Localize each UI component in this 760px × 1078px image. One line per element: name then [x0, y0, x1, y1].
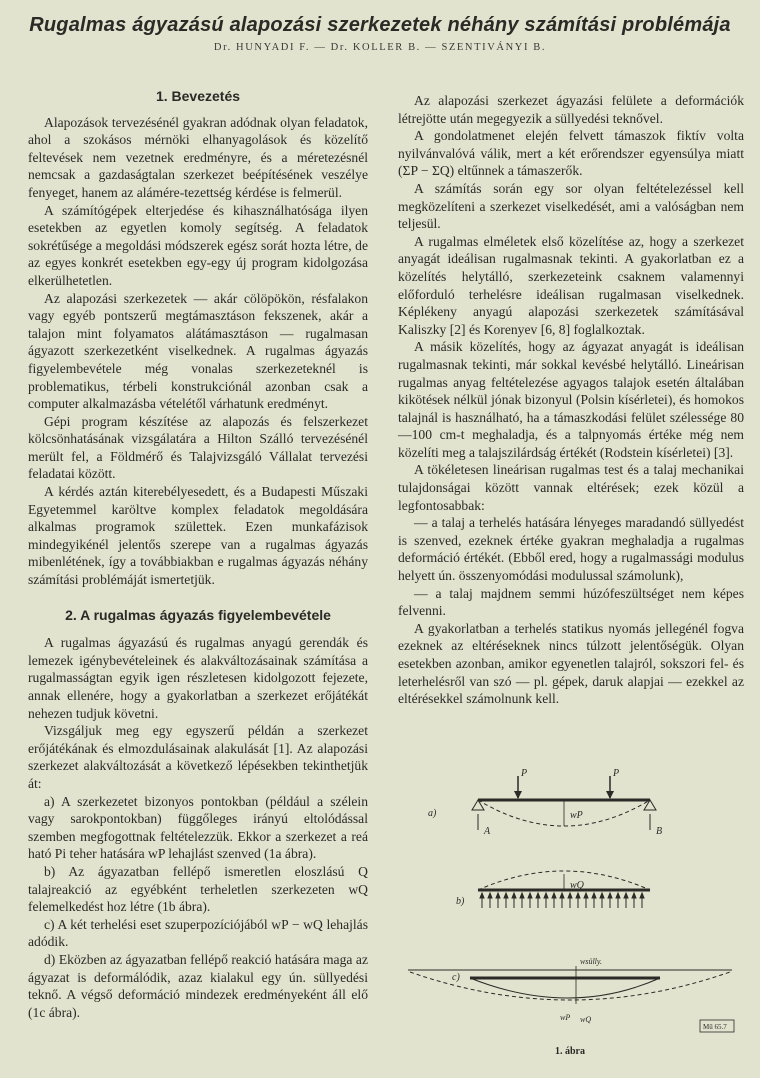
label-B: B	[656, 826, 663, 837]
page-title: Rugalmas ágyazású alapozási szerkezetek néhány számítási problémája	[29, 14, 731, 36]
paragraph: A másik közelítés, hogy az ágyazat anyagát is ideálisan rugalmasnak tekinti, már sokkal kevésbé helytálló. Lineárisan rugalmas anyag feltételezése agyagos talajok esetén általában kikötések nélkül jónak bizonyul (Polsin kísérletei), és homokos talajnál is használható, ha a támaszkodási felület szélessége 80—100 cm-t meghaladja, és a talpnyomás értéke még nem közelíti meg a talajszilárdság értékét (Rodstein kísérletei) [3].	[398, 339, 744, 460]
paragraph: d) Eközben az ágyazatban fellépő reakció hatására maga az ágyazat is deformálódik, azaz kialakul egy ún. süllyedési teknő. A végső deformáció mindezek eredményeként áll elő (1c ábra).	[28, 951, 368, 1020]
paragraph: Gépi program készítése az alapozás és felszerkezet kölcsönhatásának vizsgálatára a Hilton Szálló tervezésénél merült fel, a Földmérő és Talajvizsgáló Vállalat tervezési feladatai között.	[28, 413, 368, 482]
reaction-arrowhead	[504, 893, 508, 898]
paragraph: A kérdés aztán kiterebélyesedett, és a Budapesti Műszaki Egyetemmel karöltve komplex feladatok megoldására alkalmas programok születtek. Ezen munkafázisok mindegyikénél jelentős szerepe van a rugalmas ágyazás mibenlétének, így a továbbiakban e rugalmas ágyazás néhány számítási problémáját ismertetjük.	[28, 484, 368, 588]
reaction-arrowhead	[576, 893, 580, 898]
label-wp-c: wP	[560, 1013, 571, 1022]
paragraph: A rugalmas elméletek első közelítése az, hogy a szerkezet anyagát ideálisan rugalmasnak tekinti. A gyakorlatban ez a közelítés helytálló, szerkezeteink csaknem valamennyi előforduló terhelésre ideálisan rugalmasan viselkednek. Képlékeny anyagú alapozási szerkezetek számításával Kaliszky [2] és Korenyev [6, 8] foglalkoztak.	[398, 233, 744, 337]
paragraph: A tökéletesen lineárisan rugalmas test és a talaj mechanikai tulajdonságai között vannak eltérések; ezek közül a legfontosabbak:	[398, 462, 744, 513]
label-P1: P	[521, 768, 528, 779]
reaction-arrowhead	[632, 893, 636, 898]
paragraph: A számítógépek elterjedése és kihasználhatósága ilyen esetekben az egyetlen komoly segítség. A feladatok sokrétűsége a megoldási módszerek egész sorát hozta létre, de az egyes konkrét esetekben egy-egy új program kidolgozása elkerülhetetlen.	[28, 202, 368, 288]
reaction-arrowhead	[616, 893, 620, 898]
figure-1-diagram	[400, 742, 740, 1042]
left-column	[28, 82, 368, 1021]
label-b: b)	[456, 896, 465, 907]
label-wsully: wsülly.	[580, 957, 603, 966]
soil-reaction-arrows	[480, 893, 644, 908]
reaction-arrowhead	[560, 893, 564, 898]
label-c: c)	[452, 972, 460, 983]
paragraph: c) A két terhelési eset szuperpozíciójából wP − wQ lehajlás adódik.	[28, 916, 368, 950]
paragraph: A rugalmas ágyazású és rugalmas anyagú gerendák és lemezek igénybevételeinek és alakváltozásainak számítása a rugalmasságtan egyik igen részletesen kidolgozott fejezete, annak ellenére, hogy a gyakorlatban a szerkezet erőjátékát nehezen tudjuk követni.	[28, 635, 368, 721]
figure-caption: 1. ábra	[555, 1046, 585, 1057]
reaction-arrowhead	[528, 893, 532, 898]
label-P2: P	[613, 768, 620, 779]
reaction-arrowhead	[520, 893, 524, 898]
deformed-beam-curve	[470, 978, 660, 998]
reaction-arrowhead	[640, 893, 644, 898]
reaction-arrowhead	[608, 893, 612, 898]
paragraph: — a talaj majdnem semmi húzófeszültséget nem képes felvenni.	[398, 585, 744, 619]
paragraph: b) Az ágyazatban fellépő ismeretlen eloszlású Q talajreakció az egyébként terheletlen szerkezeten wQ felemelkedést hoz létre (1b ábra).	[28, 863, 368, 915]
reaction-arrowhead	[552, 893, 556, 898]
reaction-arrowhead	[488, 893, 492, 898]
stamp-text: Mű 65.7	[703, 1023, 727, 1031]
reaction-arrowhead	[600, 893, 604, 898]
load-P2-arrowhead	[606, 791, 614, 799]
load-P1-arrowhead	[514, 791, 522, 799]
reaction-arrowhead	[544, 893, 548, 898]
reaction-arrowhead	[480, 893, 484, 898]
paragraph: — a talaj a terhelés hatására lényeges maradandó süllyedést is szenved, ezeknek értéke gyakran meghaladja a rugalmas deformáció értékét. (Ebből ered, hogy a rugalmassági modulus helyett ún. összenyomódási modulussal számolunk),	[398, 515, 744, 584]
section-heading-2: 2. A rugalmas ágyazás figyelembevétele	[65, 606, 331, 623]
reaction-arrowhead	[592, 893, 596, 898]
label-wp: wP	[570, 810, 583, 821]
paragraph: a) A szerkezetet bizonyos pontokban (például a szélein vagy sarokpontokban) függőleges irányú eltolódással szemben megfogottnak feltételezzük. Ekkor a szerkezet a reá ható Pi teher hatására wP lehajlást szenved (1a ábra).	[28, 793, 368, 862]
label-wq-c: wQ	[580, 1015, 592, 1024]
right-column	[398, 92, 744, 708]
paragraph: Az alapozási szerkezetek — akár cölöpökön, résfalakon vagy egyéb pontszerű megtámasztáson fekszenek, akár a talajon mint folyamatos alátámasztáson — rugalmasan ágyazott szerkezetként viselkednek. A rugalmas ágyazás figyelembevétele még vonalas szerkezeteknél is problematikus, térbeli konstrukciónál azonban csak a computer alkalmazásba vételétől várhatunk eredményt.	[28, 290, 368, 412]
reaction-arrowhead	[584, 893, 588, 898]
paragraph: Az alapozási szerkezet ágyazási felülete a deformációk létrejötte után megegyezik a süllyedési teknővel.	[398, 93, 744, 126]
reaction-arrowhead	[568, 893, 572, 898]
reaction-arrowhead	[536, 893, 540, 898]
reaction-arrowhead	[496, 893, 500, 898]
paragraph: Alapozások tervezésénél gyakran adódnak olyan feladatok, ahol a szokásos mérnöki elhanyagolások és közelítő feltevések nem vezetnek eredményre, és a méretezésnél nemcsak a gazdaságtalan szerkezet beépítésének veszélye fenyeget, hanem az alámére-tezettség kérdése is felmerül.	[28, 114, 368, 200]
paragraph: A gyakorlatban a terhelés statikus nyomás jellegénél fogva ezeknek az eltéréseknek nincs túlzott jelentőségük. Olyan esetekben azonban, amikor egyenetlen talajról, sokszori fel- és leterhelésről van szó — pl. gépek, daruk alapjai — ezekkel az eltérésekkel számolnunk kell.	[398, 620, 744, 707]
section-heading-1: 1. Bevezetés	[155, 88, 241, 104]
authors-line: Dr. HUNYADI F. — Dr. KOLLER B. — SZENTIVÁNYI B.	[213, 42, 547, 53]
label-a: a)	[428, 808, 437, 819]
paragraph: A számítás során egy sor olyan feltételezéssel kell megközelíteni a szerkezet viselkedését, ami a valóságban nem teljesül.	[398, 180, 744, 232]
reaction-arrowhead	[512, 893, 516, 898]
reaction-arrowhead	[624, 893, 628, 898]
paragraph: Vizsgáljuk meg egy egyszerű példán a szerkezet erőjátékának és elmozdulásainak alakulását [1]. Az alapozási szerkezet alakváltozását a következő lépésekben tekinthetjük át:	[28, 723, 368, 791]
figure-1	[400, 742, 740, 1072]
label-wq: wQ	[570, 880, 584, 891]
label-A: A	[484, 826, 491, 837]
paragraph: A gondolatmenet elején felvett támaszok fiktív volta nyilvánvalóvá válik, mert a két erőrendszer egyensúlya miatt (ΣP − ΣQ) eltűnnek a támaszerők.	[398, 128, 744, 179]
